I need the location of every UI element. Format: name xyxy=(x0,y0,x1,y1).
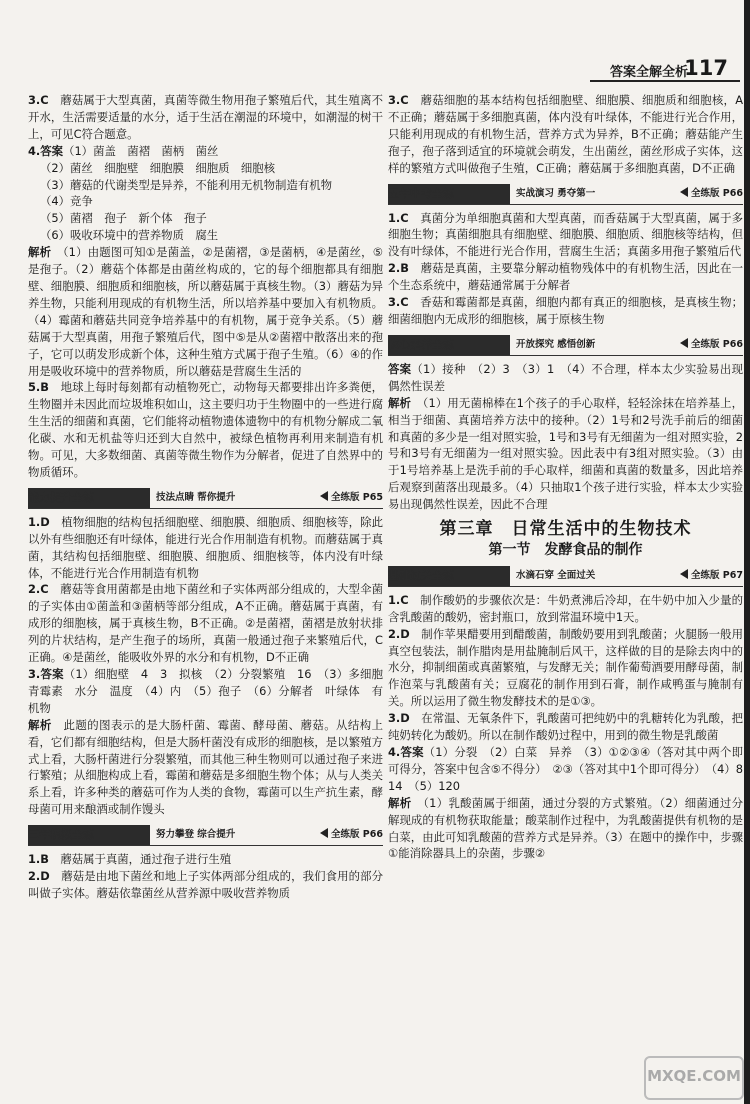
answer-text: （3）蘑菇的代谢类型是异养，不能利用无机物制造有机物 xyxy=(40,177,333,192)
banner-subtitle: 技法点睛 帮你提升 xyxy=(156,491,236,503)
answer-number: 5.B xyxy=(28,380,49,395)
header-rule xyxy=(590,80,740,82)
answer-paragraph xyxy=(28,379,383,480)
answer-number: 1.C xyxy=(388,210,409,225)
banner-label: 三年模拟全练 xyxy=(28,825,150,845)
answer-text: 此题的图表示的是大肠杆菌、霉菌、酵母菌、蘑菇。从结构上看，它们都有细胞结构，但是大肠杆菌没有成形的细胞核，是以繁殖方式上看，大肠杆菌进行分裂繁殖，而其他三种生物则可以通过孢子来进行繁殖；从细胞构成上看，霉菌和蘑菇是多细胞生物个体；从与人类关系上看，许多种类的蘑菇可作为人类的食物，霉菌可以生产抗生素，酵母菌可用来酿酒或制作馒头 xyxy=(28,717,383,817)
banner-label: 能力提升全练 xyxy=(28,488,150,508)
banner-label: 核心素养全练 xyxy=(388,335,510,355)
answer-paragraph xyxy=(388,795,743,863)
answer-text: 香菇和霉菌都是真菌，细胞内都有真正的细胞核，是真核生物；细菌细胞内无成形的细胞核，属于原核生物 xyxy=(388,295,743,326)
answer-paragraph xyxy=(28,92,383,143)
banner-page-ref: 全练版 P66 xyxy=(680,186,743,203)
answer-text: 蘑菇属于大型真菌，真菌等微生物用孢子繁殖后代，其生殖离不开水，生活需要适量的水分，适于生活在潮湿的环境中，如潮湿的树干上，可见C符合题意。 xyxy=(28,93,383,141)
banner-page-ref: 全练版 P65 xyxy=(320,490,383,507)
answer-text: 蘑菇等食用菌都是由地下菌丝和子实体两部分组成的，大型伞菌的子实体由①菌盖和③菌柄等部分组成，A不正确。蘑菇属于真菌，有成形的细胞核，属于真核生物，B不正确。②是菌褶，菌褶是放射状排列的片状结构，是产生孢子的场所，真菌一般通过孢子来繁殖后代，C正确。④是菌丝，能吸收外界的水分和有机物，D不正确 xyxy=(28,582,383,665)
answer-paragraph xyxy=(28,177,383,194)
header-title: 答案全解全析 xyxy=(609,65,688,80)
answer-number: 2.D xyxy=(388,626,410,641)
answer-text: 蘑菇是由地下菌丝和地上子实体两部分组成的，我们食用的部分叫做子实体。蘑菇依靠菌丝从营养源中吸收营养物质 xyxy=(28,869,383,900)
answer-text: 制作苹果醋要用到醋酸菌，制酸奶要用到乳酸菌；火腿肠一般用真空包装法，制作腊肉是用盐腌制后风干，这样做的目的是除去肉中的水分，抑制细菌或真菌繁殖，与发酵无关；制作葡萄酒要用酵母菌，制作泡菜与乳酸菌有关；豆腐花的制作用到石膏，制作咸鸭蛋与腌制有关。所以运用了微生物发酵技术的是①③。 xyxy=(388,626,743,709)
answer-text: （6）吸收环境中的营养物质 腐生 xyxy=(40,228,219,243)
answer-text: （1）由题图可知①是菌盖，②是菌褶，③是菌柄，④是菌丝，⑤是孢子。（2）蘑菇个体都是由菌丝构成的，它的每个细胞都具有细胞壁、细胞膜、细胞质和细胞核，所以蘑菇属于真核生物。（3）蘑菇为异养生物，只能利用现成的有机物生活，所以培养基中要加入有机物质。（4）霉菌和蘑菇共同竞争培养基中的有机物，属于竞争关系。（5）蘑菇属于大型真菌，用孢子繁殖后代，图中⑤是从②菌褶中散落出来的孢子，它可以萌发形成新个体，这种生殖方式属于孢子生殖。（6）④的作用是吸收环境中的营养物质，所以蘑菇是营腐生生活的 xyxy=(28,245,383,378)
answer-text: （2）菌丝 细胞壁 细胞膜 细胞质 细胞核 xyxy=(40,160,276,175)
answer-text: 地球上每时每刻都有动植物死亡，动物每天都要排出许多粪便，生物圈并未因此而垃圾堆积如山，这主要归功于生物圈中的一些进行腐生生活的细菌和真菌，它们能将动植物遗体遗物中的有机物分解成二氧化碳、水和无机盐等归还到大自然中，被绿色植物再利用来制造有机物。可见，大多数细菌、真菌等微生物作为分解者，促进了自然界中的物质循环。 xyxy=(28,380,383,479)
chapter-title: 第三章 日常生活中的生物技术 xyxy=(439,519,692,540)
answer-paragraph xyxy=(28,160,383,177)
answer-number: 2.D xyxy=(28,869,50,884)
answer-number: 解析 xyxy=(28,717,52,732)
banner-page-ref: 全练版 P66 xyxy=(320,827,383,844)
answer-paragraph xyxy=(28,666,395,717)
answer-paragraph xyxy=(388,294,743,328)
answer-number: 答案 xyxy=(388,361,412,376)
section-banner xyxy=(388,335,743,356)
answer-text: （1）乳酸菌属于细菌，通过分裂的方式繁殖。（2）细菌通过分解现成的有机物获取能量；酸菜制作过程中，为乳酸菌提供有机物的是白菜，由此可知乳酸菌的营养方式是异养。（3）在题中的操作中，步骤①能消除器具上的杂菌，步骤② xyxy=(388,795,743,861)
answer-number: 1.B xyxy=(28,852,49,867)
answer-text: 植物细胞的结构包括细胞壁、细胞膜、细胞质、细胞核等，除此以外有些细胞还有叶绿体，能进行光合作用制造有机物。而蘑菇属于真菌，其结构包括细胞壁、细胞膜、细胞质、细胞核等，体内没有叶绿体，不能进行光合作用制造有机物 xyxy=(28,514,383,580)
banner-subtitle: 实战演习 勇夺第一 xyxy=(516,187,596,199)
answer-text: 制作酸奶的步骤依次是：牛奶煮沸后冷却，在牛奶中加入少量的含乳酸菌的酸奶，密封瓶口，放到常温环境中1天。 xyxy=(388,592,743,624)
banner-subtitle: 努力攀登 综合提升 xyxy=(156,829,236,841)
section-banner xyxy=(388,566,743,587)
answer-number: 4.答案 xyxy=(388,745,424,759)
answer-paragraph xyxy=(28,244,383,379)
left-column xyxy=(28,92,395,902)
banner-subtitle: 水滴石穿 全面过关 xyxy=(516,569,596,581)
answer-number: 4.答案 xyxy=(28,143,64,158)
answer-paragraph xyxy=(388,710,743,744)
answer-paragraph xyxy=(28,193,383,210)
answer-paragraph xyxy=(28,851,383,868)
answer-text: 在常温、无氧条件下，乳酸菌可把纯奶中的乳糖转化为乳酸，把纯奶转化为酸奶。所以在制作酸奶过程中，用到的微生物是乳酸菌 xyxy=(388,711,743,743)
answer-number: 3.C xyxy=(388,295,409,310)
answer-paragraph xyxy=(28,868,383,902)
answer-paragraph xyxy=(388,626,743,711)
answer-number: 2.B xyxy=(388,261,409,276)
answer-text: （1）菌盖 菌褶 菌柄 菌丝 xyxy=(63,143,219,158)
answer-number: 2.C xyxy=(28,582,49,597)
banner-label: 五年中考全练 xyxy=(388,184,510,204)
answer-text: 蘑菇是真菌，主要靠分解动植物残体中的有机物生活，因此在一个生态系统中，蘑菇通常属于分解者 xyxy=(388,261,743,293)
banner-subtitle: 开放探究 感悟创新 xyxy=(516,338,596,350)
answer-number: 3.答案 xyxy=(28,667,64,681)
answer-text: （1）细胞壁 4 3 拟核 （2）分裂繁殖 16 （3）多细胞 青霉素 水分 温度 （4）内 （5）孢子 （6）分解者 叶绿体 有机物 xyxy=(28,667,395,715)
banner-label: 基础过关全练 xyxy=(388,566,510,586)
answer-text: 蘑菇细胞的基本结构包括细胞壁、细胞膜、细胞质和细胞核，A不正确；蘑菇属于多细胞真菌，体内没有叶绿体，不能进行光合作用，只能利用现成的有机物生活，营养方式为异养，B不正确；蘑菇能产生孢子，孢子落到适宜的环境就会萌发，生出菌丝，菌丝形成子实体，这样的繁殖方式叫做孢子生殖，C正确；蘑菇属于多细胞真菌，D不正确 xyxy=(388,93,743,175)
answer-paragraph xyxy=(388,592,743,626)
answer-paragraph xyxy=(28,143,383,160)
answer-paragraph xyxy=(388,210,743,261)
answer-paragraph xyxy=(28,514,383,582)
answer-paragraph xyxy=(388,92,743,177)
answer-paragraph xyxy=(388,260,743,294)
banner-page-ref: 全练版 P67 xyxy=(680,568,743,585)
section-title: 第一节 发酵食品的制作 xyxy=(488,541,643,558)
answer-text: （5）菌褶 孢子 新个体 孢子 xyxy=(40,211,207,226)
answer-text: （4）竞争 xyxy=(40,194,93,209)
answer-number: 解析 xyxy=(28,245,52,260)
page-header xyxy=(0,0,750,80)
page-spine-shadow xyxy=(744,0,750,1104)
answer-number: 3.D xyxy=(388,711,410,726)
answer-paragraph xyxy=(388,744,743,795)
answer-paragraph xyxy=(28,210,383,227)
answer-number: 1.D xyxy=(28,514,50,529)
answer-paragraph xyxy=(28,717,383,818)
answer-number: 3.C xyxy=(388,93,409,107)
answer-paragraph xyxy=(28,581,383,666)
page-number: 117 xyxy=(684,56,728,80)
answer-text: （1）用无菌棉棒在1个孩子的手心取样，轻轻涂抹在培养基上，相当于细菌、真菌培养方法中的接种。（2）1号和2号洗手前后的细菌和真菌的多少是一组对照实验，1号和3号有无细菌为一组对照实验，2号和3号有无细菌为一组对照实验。因此表中有3组对照实验。（3）由于1号培养基上是洗手前的手心取样，细菌和真菌的数量多，因此培养后观察到菌落出现最多。（4）只抽取1个孩子进行实验，样本太少实验易出现偶然性误差，因此不合理 xyxy=(388,395,743,512)
answer-number: 解析 xyxy=(388,795,412,810)
section-banner xyxy=(28,488,383,509)
answer-text: 蘑菇属于真菌，通过孢子进行生殖 xyxy=(48,852,232,867)
answer-text: （1）分裂 （2）白菜 异养 （3）①②③④（答对其中两个即可得分，答案中包含⑤不得分） ②③（答对其中1个即可得分） （4）8 14 （5）120 xyxy=(388,745,743,793)
answer-number: 解析 xyxy=(388,395,412,410)
watermark-logo: MXQE.COM xyxy=(644,1056,744,1100)
right-column xyxy=(388,92,743,862)
section-banner xyxy=(388,184,743,205)
answer-number: 1.C xyxy=(388,592,409,607)
answer-paragraph xyxy=(28,227,383,244)
answer-paragraph xyxy=(388,395,743,513)
banner-page-ref: 全练版 P66 xyxy=(680,337,743,354)
answer-paragraph xyxy=(388,361,743,395)
section-banner xyxy=(28,825,383,846)
answer-text: 真菌分为单细胞真菌和大型真菌，而香菇属于大型真菌，属于多细胞生物；真菌细胞具有细胞壁、细胞膜、细胞质、细胞核等结构，但没有叶绿体，不能进行光合作用，营腐生生活；真菌多用孢子繁殖后代 xyxy=(388,210,743,259)
answer-text: （1）接种 （2）3 （3）1 （4）不合理，样本太少实验易出现偶然性误差 xyxy=(388,361,743,393)
answer-number: 3.C xyxy=(28,93,49,107)
